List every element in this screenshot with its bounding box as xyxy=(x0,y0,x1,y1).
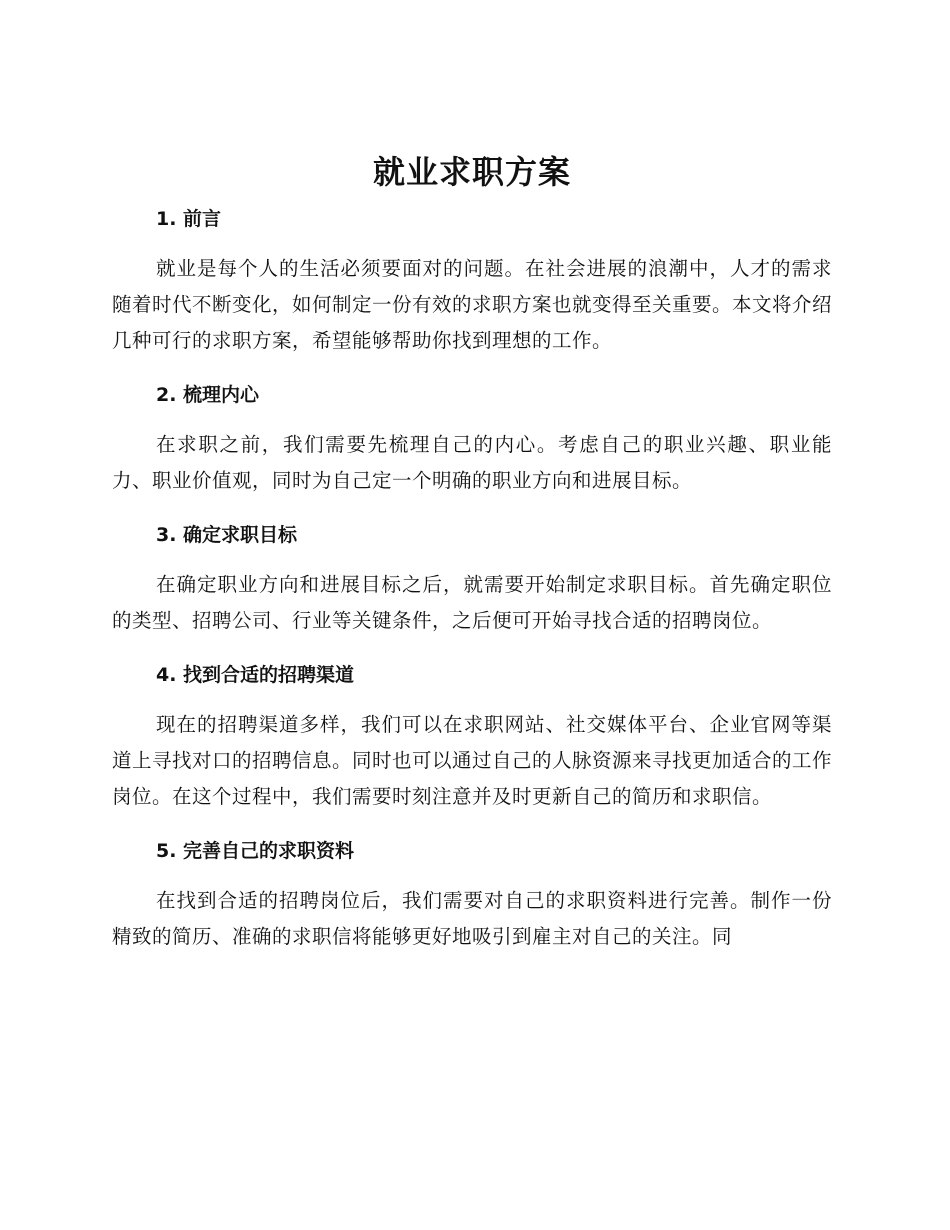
section-heading-goal: 3. 确定求职目标 xyxy=(156,524,298,546)
document-body xyxy=(112,150,832,976)
document-title: 就业求职方案 xyxy=(372,153,571,191)
section-paragraph-intro: 就业是每个人的生活必须要面对的问题。在社会进展的浪潮中，人才的需求随着时代不断变化，如何制定一份有效的求职方案也就变得至关重要。本文将介绍几种可行的求职方案，希望能够帮助你找到理想的工作。 xyxy=(112,257,833,352)
section-heading-intro: 1. 前言 xyxy=(156,208,222,230)
section-paragraph-channels: 现在的招聘渠道多样，我们可以在求职网站、社交媒体平台、企业官网等渠道上寻找对口的招聘信息。同时也可以通过自己的人脉资源来寻找更加适合的工作岗位。在这个过程中，我们需要时刻注意并及时更新自己的简历和求职信。 xyxy=(112,713,833,808)
section-paragraph-materials: 在找到合适的招聘岗位后，我们需要对自己的求职资料进行完善。制作一份精致的简历、准确的求职信将能够更好地吸引到雇主对自己的关注。同 xyxy=(112,889,832,948)
section-heading-reflect: 2. 梳理内心 xyxy=(156,384,260,406)
section-paragraph-reflect: 在求职之前，我们需要先梳理自己的内心。考虑自己的职业兴趣、职业能力、职业价值观，同时为自己定一个明确的职业方向和进展目标。 xyxy=(112,433,832,492)
section-paragraph-goal: 在确定职业方向和进展目标之后，就需要开始制定求职目标。首先确定职位的类型、招聘公司、行业等关键条件，之后便可开始寻找合适的招聘岗位。 xyxy=(112,573,832,632)
section-heading-channels: 4. 找到合适的招聘渠道 xyxy=(156,664,355,686)
section-heading-materials: 5. 完善自己的求职资料 xyxy=(156,840,355,862)
